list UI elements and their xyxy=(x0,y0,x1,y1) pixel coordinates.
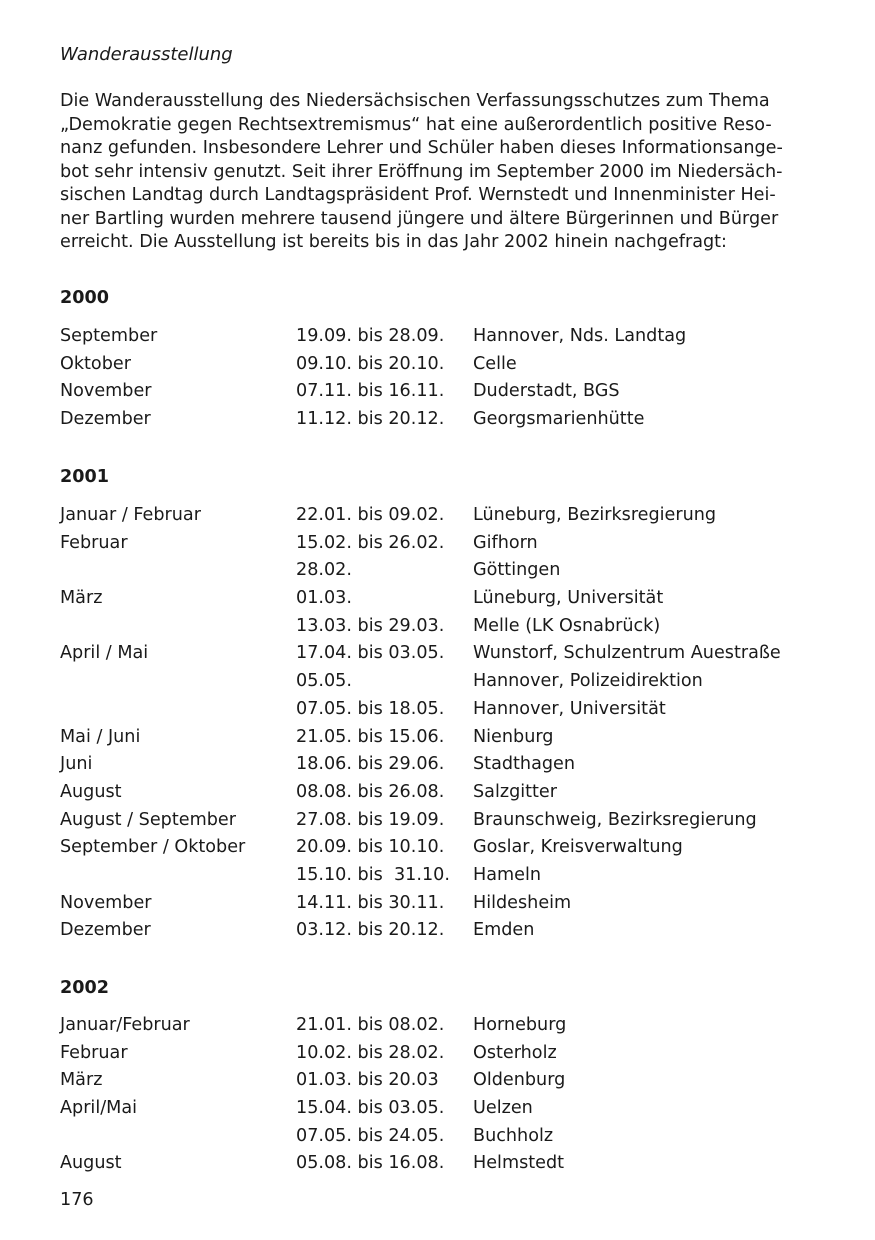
dates-cell: 08.08. bis 26.08. xyxy=(296,781,445,802)
intro-line: „Demokratie gegen Rechtsextremismus“ hat eine außerordentlich positive Reso- xyxy=(60,114,772,135)
month-cell: Dezember xyxy=(60,409,151,430)
schedule-row xyxy=(60,751,820,779)
intro-line: ner Bartling wurden mehrere tausend jüngere und ältere Bürgerinnen und Bürger xyxy=(60,208,779,229)
month-cell: Juni xyxy=(60,754,93,775)
place-cell: Lüneburg, Universität xyxy=(473,588,664,609)
dates-cell: 07.11. bis 16.11. xyxy=(296,381,445,402)
dates-cell: 07.05. bis 24.05. xyxy=(296,1125,445,1146)
schedule-row xyxy=(60,724,820,752)
month-cell: April / Mai xyxy=(60,643,149,664)
month-cell: August xyxy=(60,781,122,802)
month-cell: Mai / Juni xyxy=(60,726,141,747)
place-cell: Stadthagen xyxy=(473,754,575,775)
month-cell: August / September xyxy=(60,809,236,830)
schedule-row xyxy=(60,834,820,862)
dates-cell: 17.04. bis 03.05. xyxy=(296,643,445,664)
intro-line: bot sehr intensiv genutzt. Seit ihrer Eröffnung im September 2000 im Niedersäch- xyxy=(60,161,783,182)
place-cell: Salzgitter xyxy=(473,781,557,802)
dates-cell: 21.01. bis 08.02. xyxy=(296,1015,445,1035)
schedule-row xyxy=(60,530,820,558)
place-cell: Georgsmarienhütte xyxy=(473,409,645,430)
schedule-row xyxy=(60,779,820,807)
place-cell: Nienburg xyxy=(473,726,554,747)
dates-cell: 28.02. xyxy=(296,560,352,581)
place-cell: Uelzen xyxy=(473,1098,533,1119)
place-cell: Wunstorf, Schulzentrum Auestraße xyxy=(473,643,781,664)
dates-cell: 11.12. bis 20.12. xyxy=(296,409,445,430)
month-cell: Oktober xyxy=(60,353,131,374)
dates-cell: 21.05. bis 15.06. xyxy=(296,726,445,747)
month-cell: Januar/Februar xyxy=(60,1015,190,1035)
month-cell: Februar xyxy=(60,1042,128,1063)
schedule-row xyxy=(60,640,820,668)
dates-cell: 27.08. bis 19.09. xyxy=(296,809,445,830)
schedule-row xyxy=(60,890,820,918)
schedule-row xyxy=(60,917,820,945)
place-cell: Lüneburg, Bezirksregierung xyxy=(473,505,717,525)
dates-cell: 19.09. bis 28.09. xyxy=(296,326,445,346)
intro-line: erreicht. Die Ausstellung ist bereits bis in das Jahr 2002 hinein nachgefragt: xyxy=(60,232,727,252)
month-cell: März xyxy=(60,1070,103,1091)
month-cell: Januar / Februar xyxy=(60,505,201,525)
place-cell: Celle xyxy=(473,353,517,374)
place-cell: Horneburg xyxy=(473,1015,567,1035)
schedule-row xyxy=(60,1012,820,1040)
place-cell: Duderstadt, BGS xyxy=(473,381,620,402)
dates-cell: 05.08. bis 16.08. xyxy=(296,1153,445,1174)
schedule-row xyxy=(60,406,820,434)
place-cell: Osterholz xyxy=(473,1042,557,1063)
schedule-row xyxy=(60,1067,820,1095)
schedule-row xyxy=(60,1095,820,1123)
dates-cell: 07.05. bis 18.05. xyxy=(296,698,445,719)
intro-paragraph xyxy=(60,90,820,255)
place-cell: Hannover, Universität xyxy=(473,698,666,719)
month-cell: Februar xyxy=(60,532,128,553)
place-cell: Emden xyxy=(473,920,535,941)
schedule-row xyxy=(60,378,820,406)
dates-cell: 09.10. bis 20.10. xyxy=(296,353,445,374)
dates-cell: 01.03. xyxy=(296,588,352,609)
month-cell: September / Oktober xyxy=(60,837,246,858)
place-cell: Hildesheim xyxy=(473,892,572,913)
intro-line: sischen Landtag durch Landtagspräsident Prof. Wernstedt und Innenminister Hei- xyxy=(60,185,776,205)
dates-cell: 22.01. bis 09.02. xyxy=(296,505,445,525)
schedule-row xyxy=(60,862,820,890)
month-cell: August xyxy=(60,1153,122,1174)
place-cell: Braunschweig, Bezirksregierung xyxy=(473,809,757,830)
dates-cell: 10.02. bis 28.02. xyxy=(296,1042,445,1063)
month-cell: März xyxy=(60,588,103,609)
dates-cell: 20.09. bis 10.10. xyxy=(296,837,445,858)
schedule-row xyxy=(60,585,820,613)
schedule-row xyxy=(60,1150,820,1178)
place-cell: Hannover, Nds. Landtag xyxy=(473,326,687,346)
place-cell: Gifhorn xyxy=(473,532,538,553)
place-cell: Melle (LK Osnabrück) xyxy=(473,615,661,636)
dates-cell: 05.05. xyxy=(296,671,352,692)
schedule-row xyxy=(60,696,820,724)
schedule-row xyxy=(60,502,820,530)
schedule-row xyxy=(60,1040,820,1068)
schedule-table xyxy=(60,502,820,945)
dates-cell: 13.03. bis 29.03. xyxy=(296,615,445,636)
dates-cell: 15.04. bis 03.05. xyxy=(296,1098,445,1119)
place-cell: Hameln xyxy=(473,864,542,885)
intro-line: Die Wanderausstellung des Niedersächsischen Verfassungsschutzes zum Thema xyxy=(60,91,770,111)
schedule-row xyxy=(60,613,820,641)
place-cell: Goslar, Kreisverwaltung xyxy=(473,837,683,858)
page-number: 176 xyxy=(60,1190,94,1210)
schedule-table xyxy=(60,1012,820,1178)
schedule-table xyxy=(60,323,820,434)
place-cell: Buchholz xyxy=(473,1125,554,1146)
schedule-row xyxy=(60,351,820,379)
month-cell: November xyxy=(60,892,152,913)
year-heading: 2001 xyxy=(60,467,109,487)
schedule-row xyxy=(60,1123,820,1151)
month-cell: April/Mai xyxy=(60,1098,137,1119)
place-cell: Helmstedt xyxy=(473,1153,565,1174)
schedule-row xyxy=(60,323,820,351)
month-cell: September xyxy=(60,326,158,346)
dates-cell: 15.02. bis 26.02. xyxy=(296,532,445,553)
dates-cell: 15.10. bis 31.10. xyxy=(296,864,450,885)
place-cell: Hannover, Polizeidirektion xyxy=(473,671,703,692)
intro-line: nanz gefunden. Insbesondere Lehrer und Schüler haben dieses Informationsange- xyxy=(60,138,783,158)
year-heading: 2002 xyxy=(60,978,109,998)
dates-cell: 03.12. bis 20.12. xyxy=(296,920,445,941)
dates-cell: 01.03. bis 20.03 xyxy=(296,1070,439,1091)
place-cell: Göttingen xyxy=(473,560,561,581)
section-heading: Wanderausstellung xyxy=(60,44,233,65)
dates-cell: 14.11. bis 30.11. xyxy=(296,892,445,913)
place-cell: Oldenburg xyxy=(473,1070,566,1091)
year-heading: 2000 xyxy=(60,288,109,308)
schedule-row xyxy=(60,668,820,696)
month-cell: Dezember xyxy=(60,920,151,941)
month-cell: November xyxy=(60,381,152,402)
schedule-row xyxy=(60,807,820,835)
dates-cell: 18.06. bis 29.06. xyxy=(296,754,445,775)
schedule-row xyxy=(60,557,820,585)
